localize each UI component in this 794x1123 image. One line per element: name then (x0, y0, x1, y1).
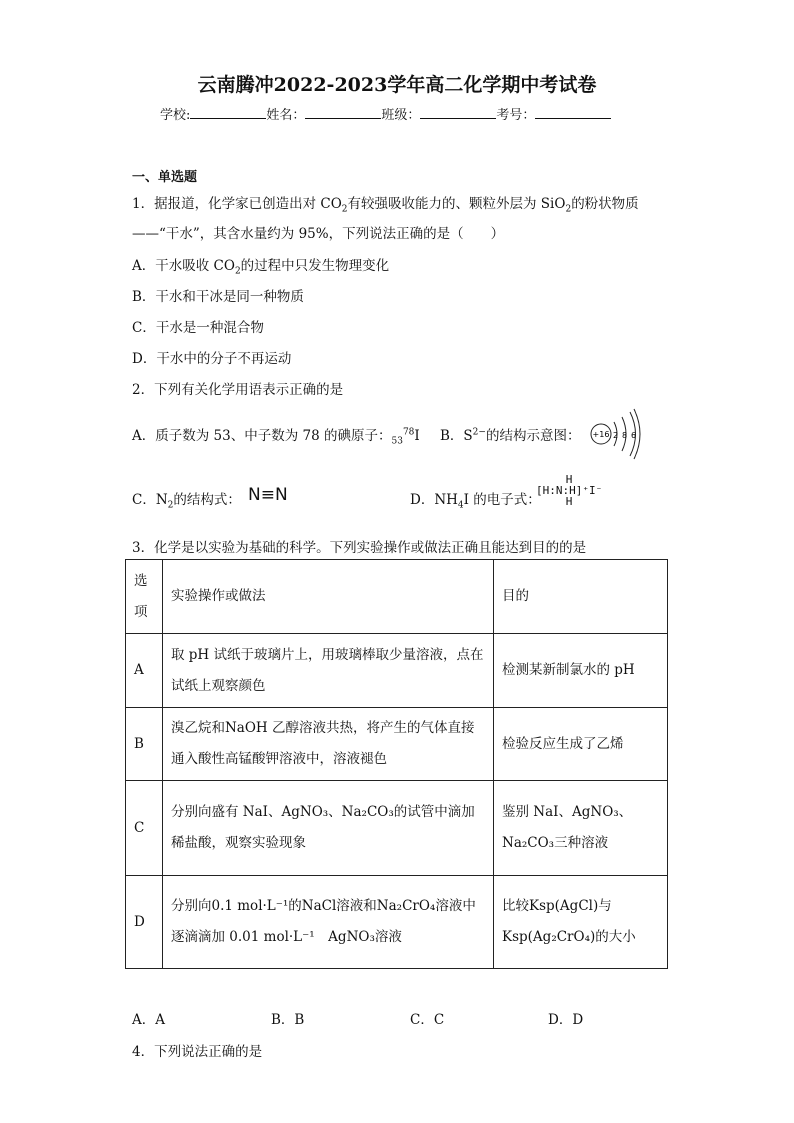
q2-option-d-part: D．NH (410, 492, 458, 508)
table-row (126, 781, 668, 876)
lewis-hydrogen-top: H (565, 473, 573, 486)
row-goal: 鉴别 NaI、AgNO₃、Na₂CO₃三种溶液 (494, 781, 668, 876)
name-label: 姓名： (266, 108, 306, 123)
class-blank (420, 105, 496, 119)
q2-option-c (132, 488, 241, 511)
lewis-hydrogen-bottom: H (565, 495, 573, 508)
row-goal: 比较Ksp(AgCl)与Ksp(Ag₂CrO₄)的大小 (494, 876, 668, 969)
q1-stem-part: 的粉状物质 (571, 196, 639, 212)
row-option: C (126, 781, 163, 876)
table-row (126, 876, 668, 969)
exam-no-blank (535, 105, 611, 119)
shell-electron-count: 6 (631, 431, 637, 440)
row-option: A (126, 634, 163, 708)
row-option: B (126, 708, 163, 781)
row-operation: 分别向0.1 mol·L⁻¹的NaCl溶液和Na₂CrO₄溶液中逐滴滴加 0.01 mol·L⁻¹ AgNO₃溶液 (163, 876, 494, 969)
q2-option-d (410, 488, 541, 511)
ion-charge: 2− (472, 427, 486, 438)
subscript: 2 (234, 266, 241, 277)
header-operation: 实验操作或做法 (163, 560, 494, 634)
q3-answer-b: B．B (271, 1012, 305, 1028)
atomic-number: 53 (391, 436, 403, 447)
q3-answer-a: A．A (132, 1012, 165, 1028)
element-symbol: I (414, 428, 420, 444)
q1-option-c: C．干水是一种混合物 (132, 320, 264, 336)
atom-structure-diagram (584, 404, 646, 460)
header-goal: 目的 (494, 560, 668, 634)
row-operation: 分别向盛有 NaI、AgNO₃、Na₂CO₃的试管中滴加稀盐酸，观察实验现象 (163, 781, 494, 876)
q1-option-a (132, 254, 389, 277)
q2-stem: 2．下列有关化学用语表示正确的是 (132, 382, 344, 398)
school-blank (190, 105, 266, 119)
lewis-middle-row: [H:N:H]⁺I⁻ (536, 484, 603, 497)
n2-structural-formula: N≡N (248, 485, 288, 505)
table-row (126, 708, 668, 781)
row-goal: 检测某新制氯水的 pH (494, 634, 668, 708)
subscript: 2 (167, 500, 174, 511)
q4-stem: 4．下列说法正确的是 (132, 1044, 263, 1060)
q1-stem-part: 有较强吸收能力的、颗粒外层为 SiO (347, 196, 566, 212)
name-blank (305, 105, 381, 119)
table-row (126, 634, 668, 708)
q2-option-b-part: 的结构示意图： (485, 428, 581, 444)
electron-formula (536, 474, 602, 507)
q2-option-b (440, 424, 580, 444)
school-label: 学校: (160, 108, 191, 123)
row-operation: 溴乙烷和NaOH 乙醇溶液共热，将产生的气体直接通入酸性高锰酸钾溶液中，溶液褪色 (163, 708, 494, 781)
q1-stem-line1 (132, 192, 639, 215)
class-label: 班级： (381, 108, 421, 123)
exam-no-label: 考号： (496, 108, 536, 123)
q3-answer-c: C．C (410, 1012, 445, 1028)
section-title: 一、单选题 (132, 170, 198, 185)
q2-option-b-part: B．S (440, 428, 473, 444)
page-title: 云南腾冲2022-2023学年高二化学期中考试卷 (197, 74, 597, 96)
table-header-row (126, 560, 668, 634)
row-option: D (126, 876, 163, 969)
shell-electron-count: 2 (613, 431, 619, 440)
q3-stem: 3．化学是以实验为基础的科学。下列实验操作或做法正确且能达到目的的是 (132, 540, 587, 556)
subscript: 2 (565, 204, 572, 215)
student-info-line (160, 104, 611, 123)
q2-option-c-part: 的结构式： (173, 492, 241, 508)
subscript: 4 (457, 500, 464, 511)
q1-stem-line2: ——“干水”，其含水量约为 95%，下列说法正确的是（ ） (132, 226, 505, 242)
subscript: 2 (341, 204, 348, 215)
q1-option-d: D．干水中的分子不再运动 (132, 351, 292, 367)
q1-option-b: B．干水和干冰是同一种物质 (132, 289, 304, 305)
q2-option-c-part: C．N (132, 492, 168, 508)
row-goal: 检验反应生成了乙烯 (494, 708, 668, 781)
row-operation: 取 pH 试纸于玻璃片上，用玻璃棒取少量溶液，点在试纸上观察颜色 (163, 634, 494, 708)
nucleus-charge: +16 (592, 430, 610, 439)
q2-option-a (132, 424, 420, 447)
header-option: 选项 (126, 560, 163, 634)
q1-option-a-part: A．干水吸收 CO (132, 258, 235, 274)
q2-option-d-part: I 的电子式： (463, 492, 541, 508)
shell-electron-count: 8 (622, 431, 628, 440)
q1-option-a-part: 的过程中只发生物理变化 (240, 258, 390, 274)
q3-answer-d: D．D (548, 1012, 584, 1028)
experiment-table (125, 559, 668, 969)
mass-number: 78 (402, 427, 415, 438)
q1-stem-part: 1．据报道，化学家已创造出对 CO (132, 196, 342, 212)
q2-option-a-text: A．质子数为 53、中子数为 78 的碘原子： (132, 428, 392, 444)
